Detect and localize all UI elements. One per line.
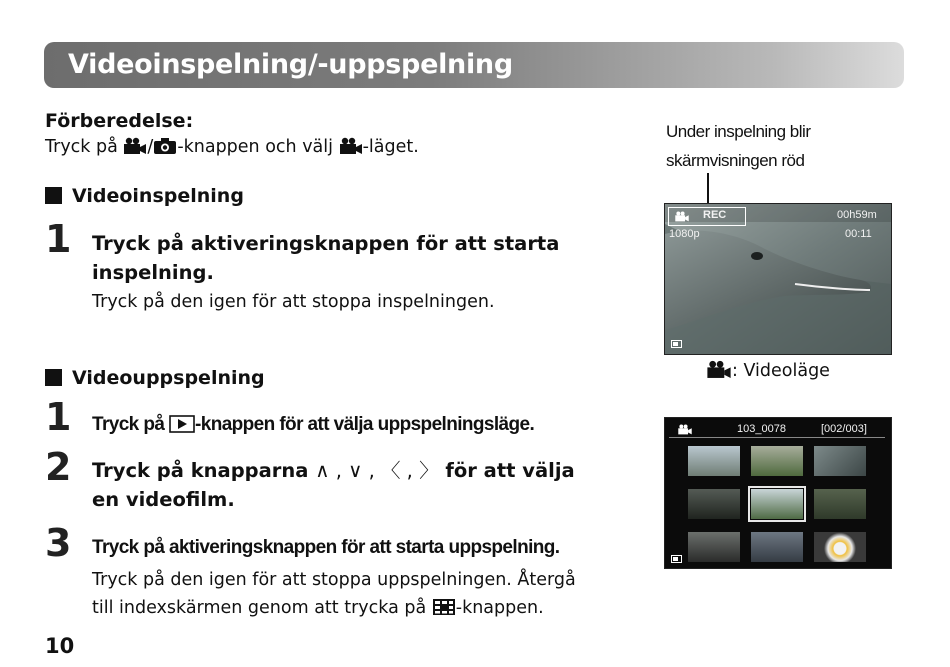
- thumbnail[interactable]: [751, 532, 803, 562]
- playback-index-screen: [664, 417, 892, 569]
- annotation-leader-line: [707, 173, 709, 204]
- dolphin-image: [665, 204, 891, 354]
- recording-step1-title-line2: inspelning.: [92, 261, 214, 284]
- section-bullet: [45, 187, 62, 204]
- thumbnail[interactable]: [688, 489, 740, 519]
- playback-step1-title: [92, 414, 534, 436]
- thumbnail[interactable]: [688, 446, 740, 476]
- preparation-text: [45, 137, 419, 157]
- thumbnail[interactable]: [814, 489, 866, 519]
- playback-heading-label: Videouppspelning: [72, 367, 265, 389]
- photo-camera-icon: [153, 137, 177, 155]
- recording-screen: [664, 203, 892, 355]
- play-button-icon: [169, 415, 195, 433]
- thumbnail[interactable]: [814, 446, 866, 476]
- video-mode-caption: [706, 360, 830, 381]
- recording-step1-desc: Tryck på den igen för att stoppa inspelningen.: [92, 292, 495, 312]
- resolution-label: 1080p: [669, 228, 700, 240]
- playback-step2-title-part2: för att välja: [445, 459, 575, 482]
- video-camera-icon: [123, 137, 147, 155]
- video-camera-icon: [677, 424, 693, 435]
- playback-step3-desc-line2-part2: -knappen.: [455, 598, 544, 618]
- thumbnail[interactable]: [688, 532, 740, 562]
- thumbnail-selected[interactable]: [751, 489, 803, 519]
- recording-step1-number: 1: [45, 217, 72, 261]
- thumbnail[interactable]: [814, 532, 866, 562]
- playback-step3-desc-line1: Tryck på den igen för att stoppa uppspelningen. Återgå: [92, 570, 576, 590]
- preparation-sep: /: [147, 137, 154, 157]
- video-mode-icon: [706, 360, 732, 379]
- page-number: 10: [45, 634, 75, 658]
- recording-heading-label: Videoinspelning: [72, 185, 244, 207]
- playback-step3-desc-line2-part1: till indexskärmen genom att trycka på: [92, 598, 427, 618]
- preparation-text-part3: -läget.: [362, 137, 419, 157]
- preparation-heading: Förberedelse:: [45, 110, 194, 132]
- rec-label: REC: [703, 209, 727, 221]
- page-title: Videoinspelning/-uppspelning: [68, 49, 513, 80]
- video-mode-caption-label: : Videoläge: [732, 361, 830, 381]
- annotation-line1: Under inspelning blir: [666, 122, 811, 141]
- video-camera-icon: [674, 211, 690, 222]
- recording-step1-title: [92, 229, 632, 287]
- playback-heading: [45, 367, 265, 389]
- playback-step3-title: Tryck på aktiveringsknappen för att starta uppspelning.: [92, 537, 560, 558]
- thumbnail[interactable]: [751, 446, 803, 476]
- battery-icon: [671, 340, 683, 348]
- index-button-icon: [432, 598, 456, 616]
- recording-heading: [45, 185, 244, 207]
- playback-step2-number: 2: [45, 445, 72, 489]
- playback-step1-title-part2: -knappen för att välja uppspelningsläge.: [195, 414, 535, 435]
- annotation-line2: skärmvisningen röd: [666, 151, 805, 170]
- playback-step3-number: 3: [45, 521, 72, 565]
- playback-step2-title-line2: en videofilm.: [92, 488, 235, 511]
- recording-step1-title-line1: Tryck på aktiveringsknappen för att starta: [92, 232, 560, 255]
- video-mode-icon: [339, 137, 363, 155]
- playback-step2-title: [92, 456, 652, 514]
- direction-arrows-icon: ∧ , ∨ , 〈 , 〉: [315, 459, 439, 482]
- playback-step1-number: 1: [45, 395, 72, 439]
- preparation-text-part2: -knappen och välj: [177, 137, 334, 157]
- file-counter: [002/003]: [821, 423, 867, 435]
- battery-icon: [671, 555, 683, 563]
- time-remaining: 00h59m: [837, 209, 877, 221]
- header-divider: [669, 437, 885, 438]
- section-bullet: [45, 369, 62, 386]
- playback-step2-title-part1: Tryck på knapparna: [92, 459, 309, 482]
- folder-number: 103_0078: [737, 423, 786, 435]
- playback-step3-desc: [92, 566, 576, 622]
- annotation-text: [666, 117, 810, 175]
- preparation-text-part1: Tryck på: [45, 137, 118, 157]
- elapsed-time: 00:11: [845, 228, 872, 240]
- playback-step1-title-part1: Tryck på: [92, 414, 165, 435]
